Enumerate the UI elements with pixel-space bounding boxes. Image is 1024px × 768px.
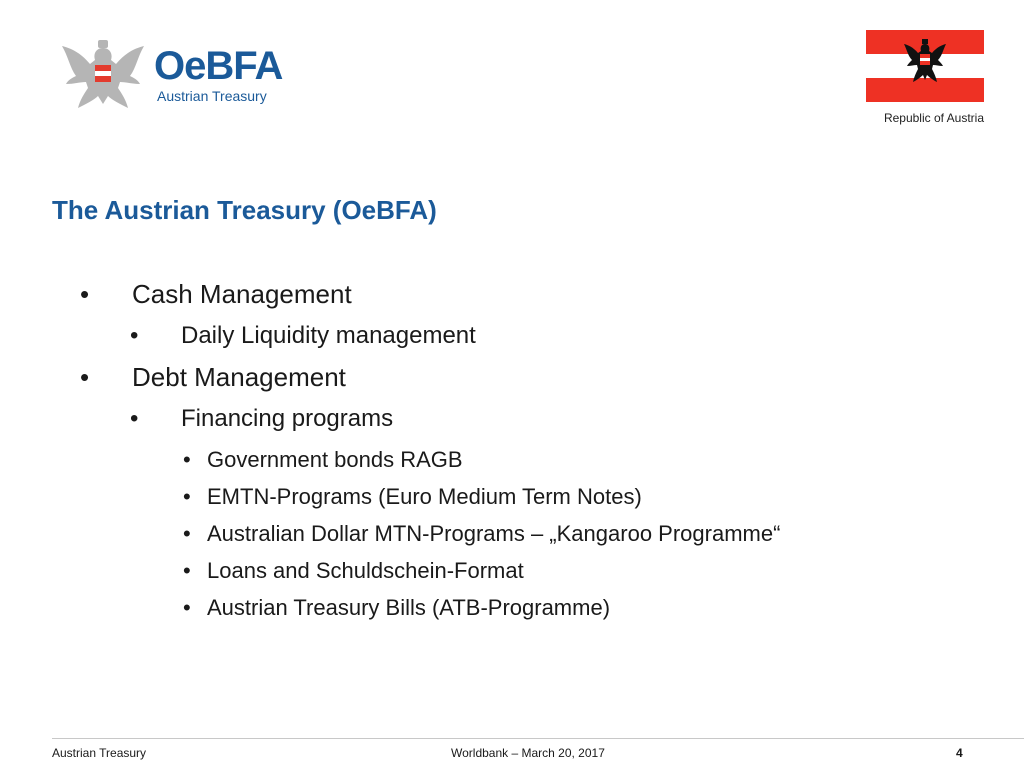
slide-title: The Austrian Treasury (OeBFA)	[52, 195, 437, 225]
page-number: 4	[956, 746, 963, 760]
list-item	[0, 401, 1000, 442]
bullet-list	[0, 276, 1000, 627]
footer-event-date: Worldbank – March 20, 2017	[451, 746, 605, 760]
list-item	[0, 442, 1000, 479]
list-item-text: Austrian Treasury Bills (ATB-Programme)	[207, 595, 611, 620]
bullet-icon: •	[80, 279, 90, 309]
footer-organization: Austrian Treasury	[52, 746, 147, 760]
list-item	[0, 318, 1000, 359]
list-item	[0, 553, 1000, 590]
bullet-icon: •	[183, 595, 191, 620]
list-item-text: Daily Liquidity management	[181, 322, 476, 349]
list-item	[0, 276, 1000, 318]
bullet-icon: •	[183, 521, 191, 546]
bullet-icon: •	[183, 558, 191, 583]
list-item-text: Loans and Schuldschein-Format	[207, 558, 524, 583]
list-item-text: Cash Management	[132, 279, 352, 309]
bullet-icon: •	[130, 322, 139, 349]
footer-divider	[52, 738, 1024, 739]
bullet-icon: •	[130, 405, 139, 432]
bullet-icon: •	[183, 484, 191, 509]
list-item	[0, 359, 1000, 401]
list-item-text: EMTN-Programs (Euro Medium Term Notes)	[207, 484, 642, 509]
austrian-flag-icon	[866, 30, 984, 102]
list-item	[0, 590, 1000, 627]
list-item-text: Australian Dollar MTN-Programs – „Kangaroo Programme“	[207, 521, 781, 546]
austrian-eagle-icon	[60, 38, 146, 112]
list-item-text: Government bonds RAGB	[207, 447, 463, 472]
list-item	[0, 479, 1000, 516]
oebfa-logo	[60, 38, 300, 116]
bullet-icon: •	[183, 447, 191, 472]
logo-wordmark: OeBFA	[154, 44, 283, 88]
list-item-text: Financing programs	[181, 405, 394, 432]
list-item-text: Debt Management	[132, 362, 346, 392]
flag-caption: Republic of Austria	[883, 111, 984, 125]
bullet-icon: •	[80, 362, 90, 392]
logo-subtitle: Austrian Treasury	[157, 88, 267, 104]
list-item	[0, 516, 1000, 553]
